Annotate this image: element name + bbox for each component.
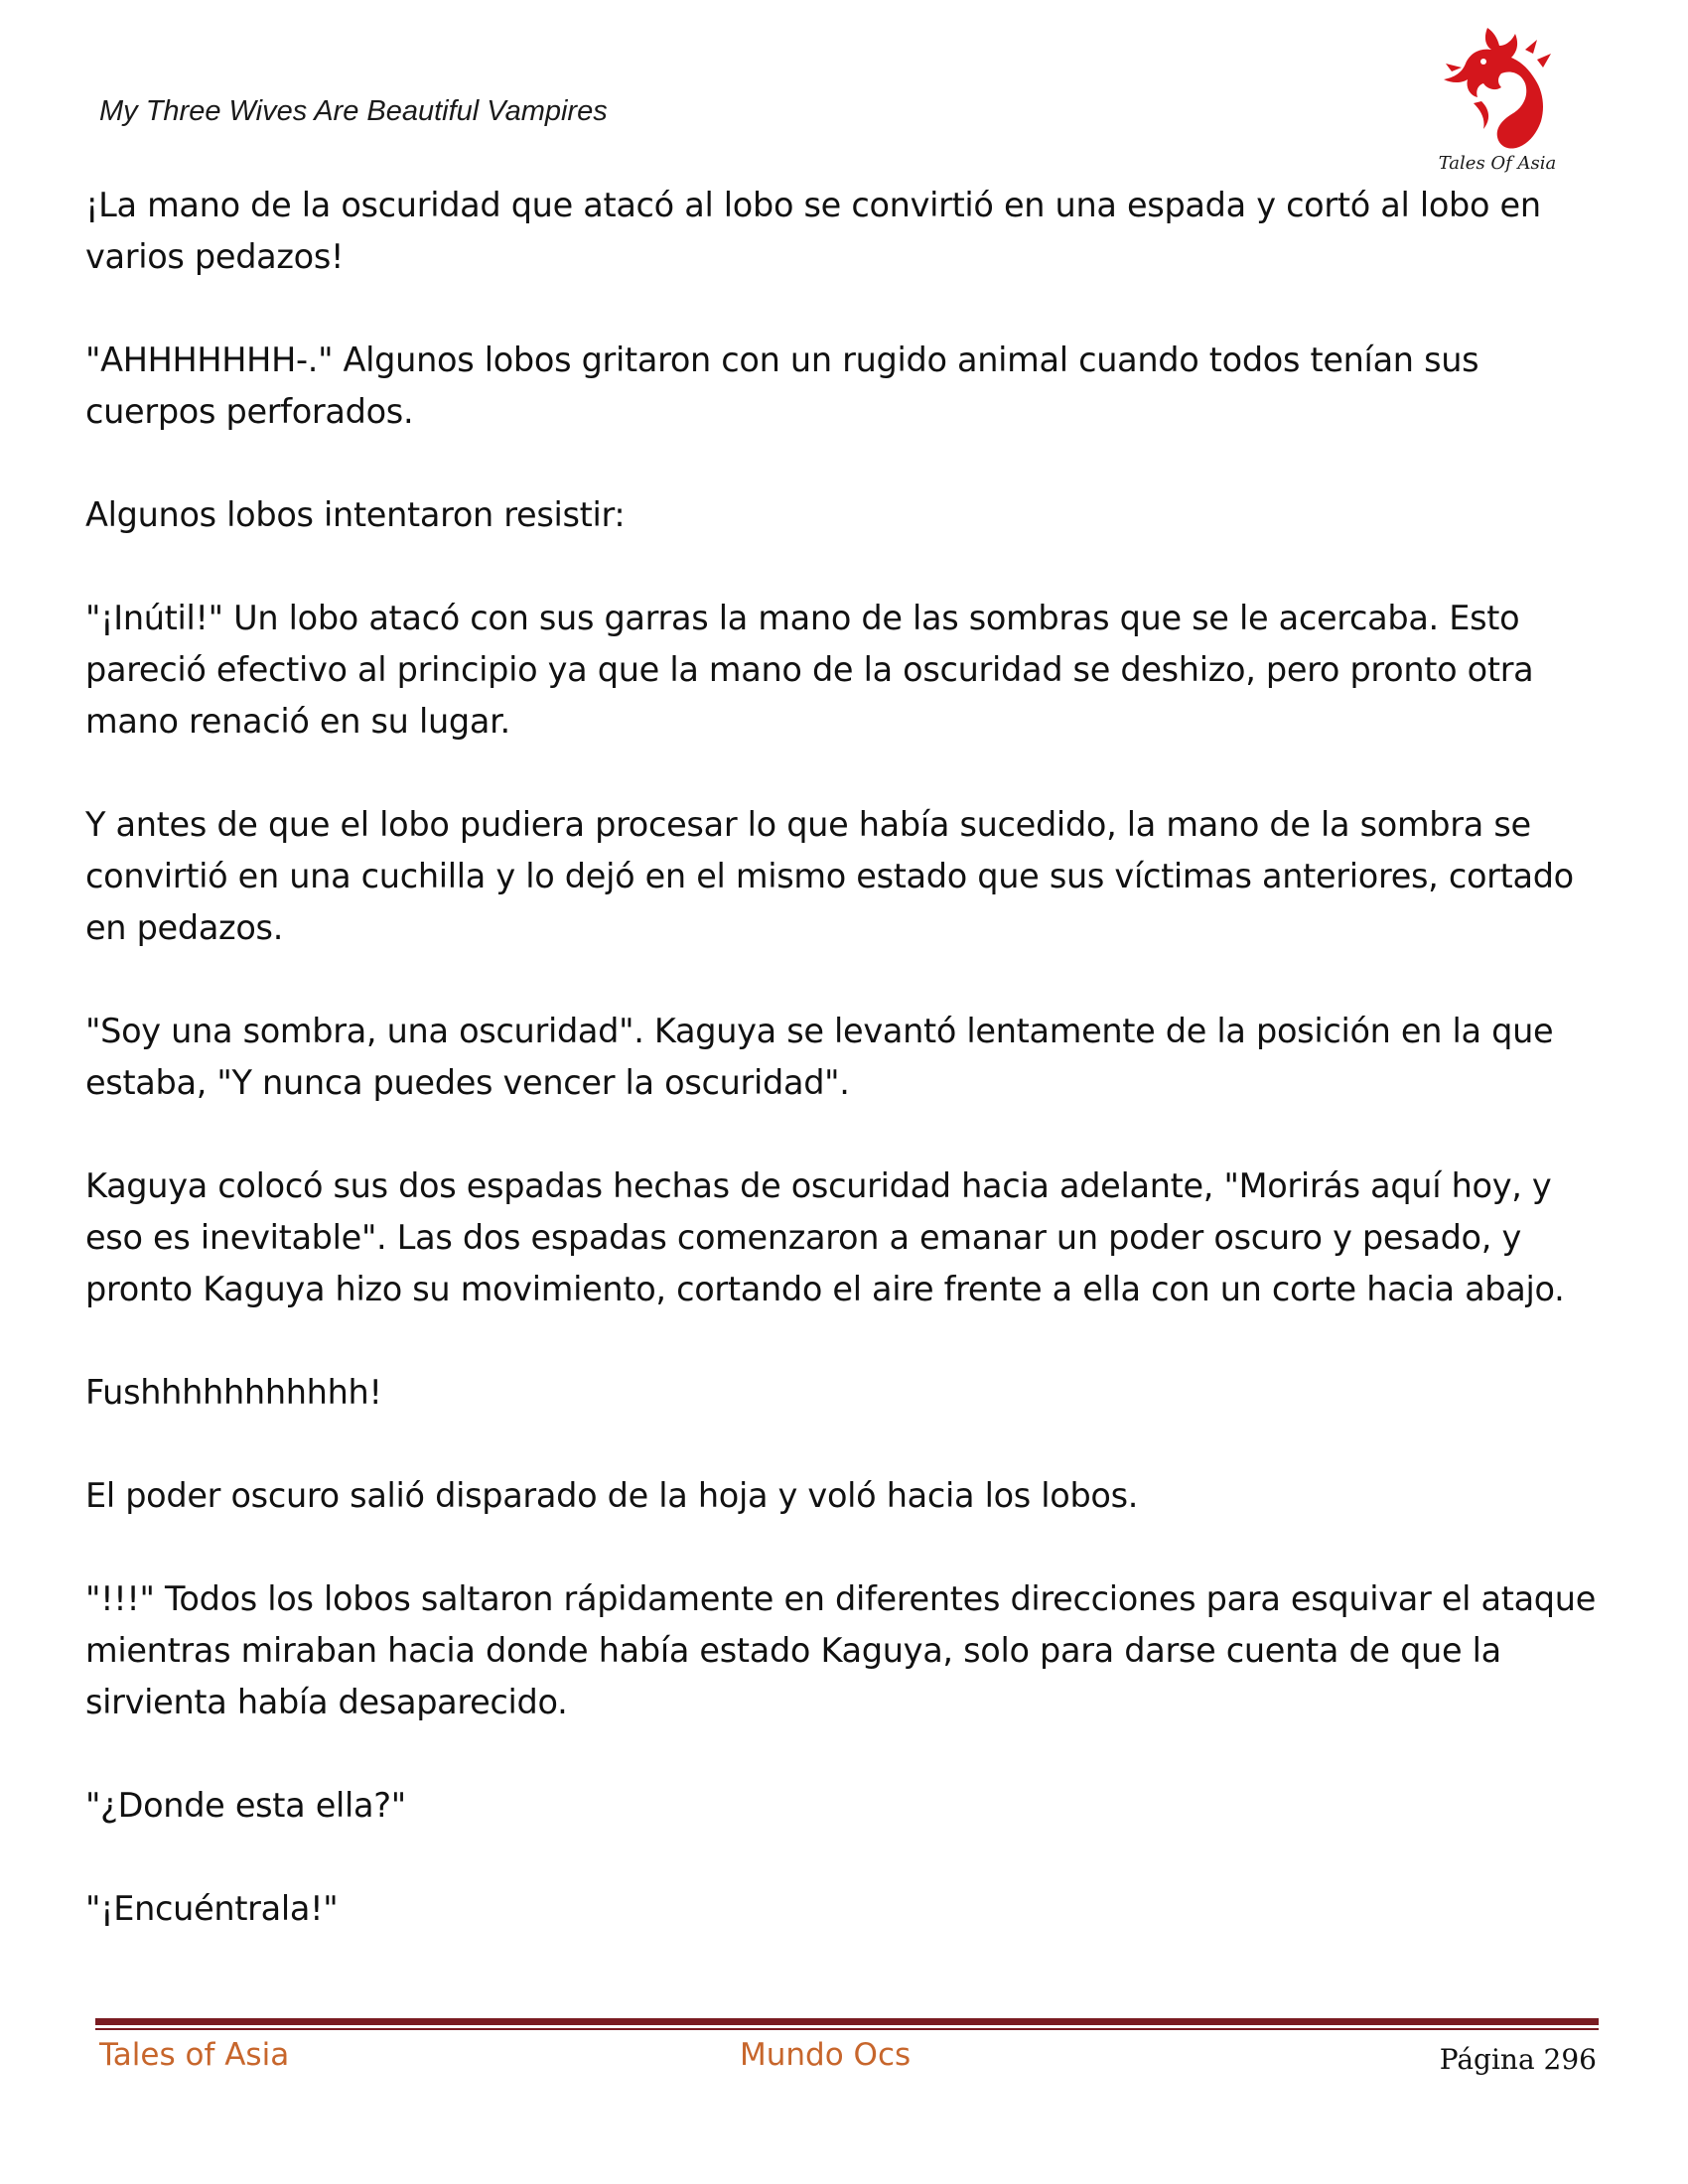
red-dragon-logo-icon — [1426, 20, 1565, 177]
chapter-body — [85, 180, 1605, 1986]
footer-translator: Mundo Ocs — [740, 2037, 912, 2073]
logo-text: Tales Of Asia — [1438, 153, 1557, 174]
book-title: My Three Wives Are Beautiful Vampires — [99, 95, 608, 127]
paragraph: Algunos lobos intentaron resistir: — [85, 495, 626, 534]
paragraph: "Soy una sombra, una oscuridad". Kaguya se levantó lentamente de la posición en la que estaba, "Y nunca puedes vencer la oscuridad". — [85, 1012, 1554, 1102]
paragraph: Kaguya colocó sus dos espadas hechas de oscuridad hacia adelante, "Morirás aquí hoy, y eso es inevitable". Las dos espadas comenzaron a emanar un poder oscuro y pesado, y pronto Kaguya hizo su movimiento, cortando el aire frente a ella con un corte hacia abajo. — [85, 1166, 1565, 1308]
paragraph: Fushhhhhhhhhhh! — [85, 1373, 382, 1412]
paragraph: ¡La mano de la oscuridad que atacó al lobo se convirtió en una espada y cortó al lobo en varios pedazos! — [85, 186, 1541, 276]
tales-of-asia-logo — [1426, 20, 1565, 177]
paragraph: "¿Donde esta ella?" — [85, 1786, 406, 1825]
footer-divider — [95, 2018, 1599, 2025]
footer-publisher: Tales of Asia — [99, 2037, 290, 2073]
paragraph: "AHHHHHHH-." Algunos lobos gritaron con un rugido animal cuando todos tenían sus cuerpos perforados. — [85, 341, 1479, 431]
page-number: Página 296 — [1439, 2043, 1597, 2076]
footer-divider-thin — [95, 2028, 1599, 2030]
paragraph: Y antes de que el lobo pudiera procesar lo que había sucedido, la mano de la sombra se convirtió en una cuchilla y lo dejó en el mismo estado que sus víctimas anteriores, cortado en pedazos. — [85, 805, 1574, 947]
paragraph: "¡Encuéntrala!" — [85, 1889, 339, 1928]
paragraph: El poder oscuro salió disparado de la hoja y voló hacia los lobos. — [85, 1476, 1139, 1515]
paragraph: "¡Inútil!" Un lobo atacó con sus garras la mano de las sombras que se le acercaba. Esto pareció efectivo al principio ya que la mano de la oscuridad se deshizo, pero pronto otra mano renació en su lugar. — [85, 599, 1534, 741]
paragraph: "!!!" Todos los lobos saltaron rápidamente en diferentes direcciones para esquivar el ataque mientras miraban hacia donde había estado Kaguya, solo para darse cuenta de que la sirvienta había desaparecido. — [85, 1579, 1597, 1721]
